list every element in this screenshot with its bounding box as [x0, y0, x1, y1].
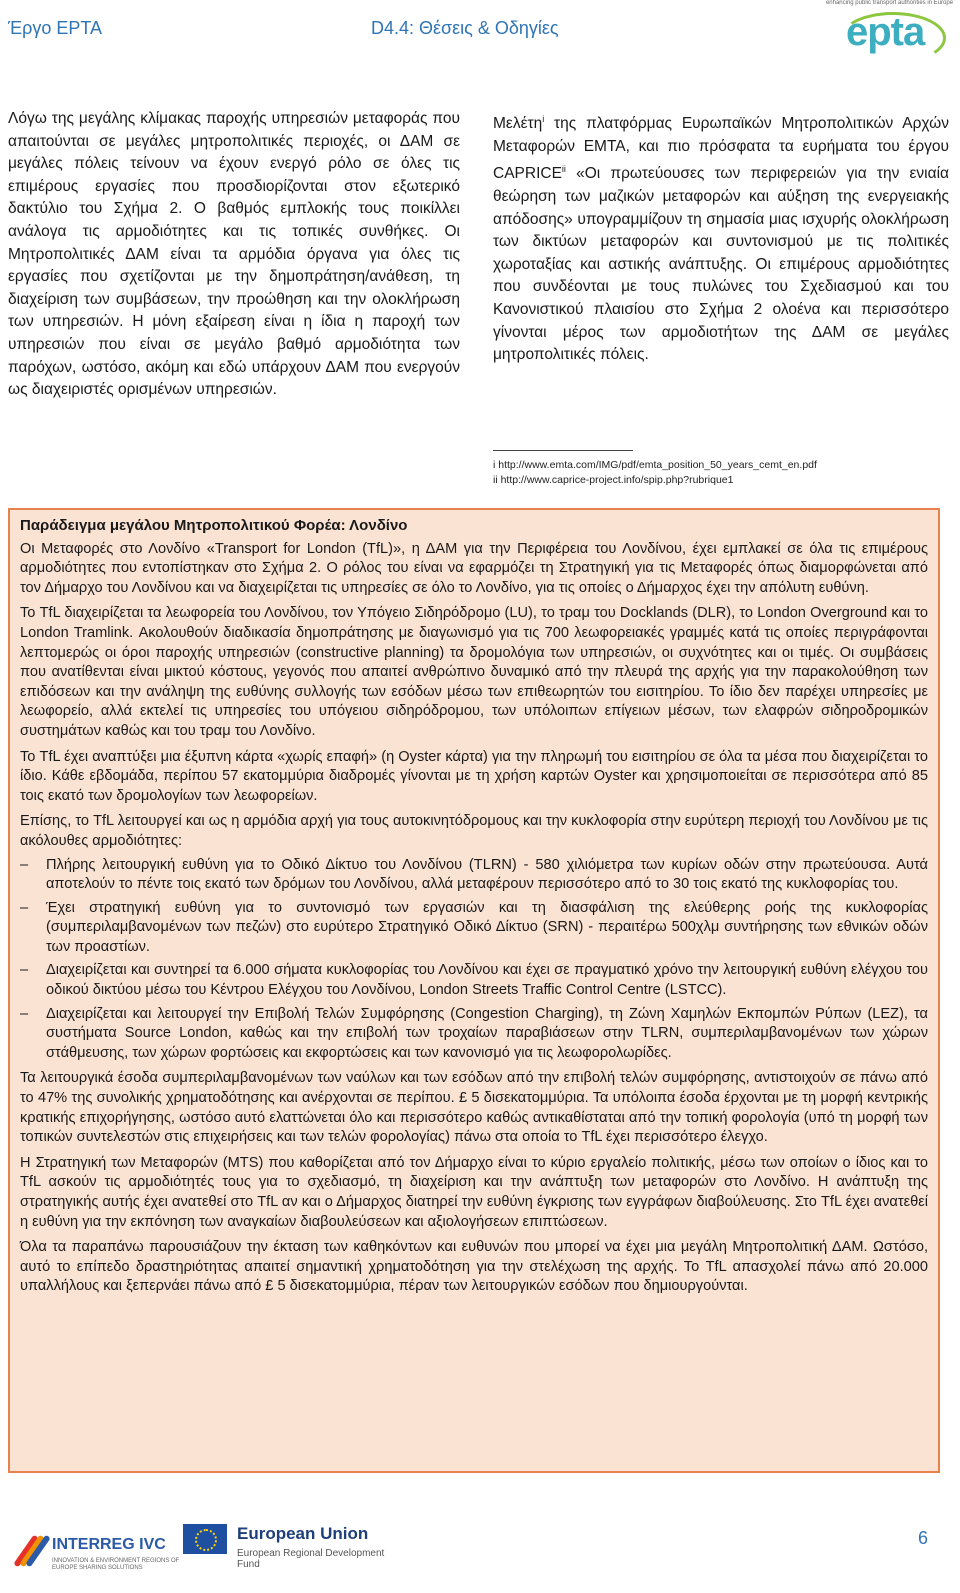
right-mid: της πλατφόρμας Ευρωπαϊκών Μητροπολιτικών Αρχών Μεταφορών EMTA, και πιο πρόσφατα τα ευρήματα του έργου CAPRICE: [493, 115, 949, 183]
right-rest: «Οι πρωτεύουσες των περιφερειών για την ενιαία θεώρηση των μαζικών μεταφορών και αύξηση της ενεργειακής απόδοσης» υπογραμμίζουν τη σημασία μιας ισχυρής ολοκλήρωση των δικτύων μεταφορών και συντονισμού με τις πολιτικές χωροταξίας και αστικής ανάπτυξης. Οι επιμέρους αρμοδιότητες που συνδέονται με τους πυλώνες του Σχεδιασμού και του Κανονιστικού πλαισίου στο Σχήμα 2 ολοένα και περισσότερο γίνονται μέρος των αρμοδιοτήτων της ΔΑΜ σε μεγάλες μητροπολιτικές πόλεις.: [493, 165, 949, 364]
box-paragraph-1: Οι Μεταφορές στο Λονδίνο «Transport for London (TfL)», η ΔΑΜ για την Περιφέρεια του Λονδίνου, έχει εμπλακεί σε όλα τις επιμέρους αρμοδιότητες που εντοπίστηκαν στο Σχήμα 2. Ο ρόλος του είναι να εφαρμόζει τη Στρατηγική για τις Μεταφορές όπως διαμορφώνεται από τον Δήμαρχο του Λονδίνου και να διαχειρίζεται τις υπηρεσίες σε όλο το Λονδίνο, για τις οποίες ο Δήμαρχος έχει την απόλυτη ευθύνη.: [20, 540, 928, 596]
eu-logo: [183, 1520, 403, 1575]
epta-logo-text: epta: [846, 10, 925, 54]
box-paragraph-2: Το TfL διαχειρίζεται τα λεωφορεία του Λονδίνου, τον Υπόγειο Σιδηρόδρομο (LU), το τραμ του Docklands (DLR), το London Overground και το London Tramlink. Ακολουθούν διαδικασία δημοπράτησης με διαγωνισμό για τις 700 λεωφορειακές γραμμές κατά τις οποίες περιγράφονται λεπτομερώς οι όροι παροχής υπηρεσιών (constructive planning) τα δρομολόγια των υπηρεσιών, οι συχνότητες και οι τιμές. Οι συμβάσεις που ανατίθενται είναι μικτού κόστους, γεγονός που απαιτεί ανθρώπινο δυναμικό από την πλευρά της αρχής για την παρακολούθηση των επιδόσεων και την ανάληψη της ευθύνης συλλογής των εσόδων μέσω των επιθεωρητών του εισιτηρίου. Το ίδιο δεν παρέχει υπηρεσίες με λεωφορείο, αλλά εκτελεί τις υπηρεσίες του υπόγειου σιδηρόδρομου, των υπόλοιπων επίγειων μέσων, των ελαφρών σιδηροδρομικών συστημάτων καθώς και του τραμ του Λονδίνο.: [20, 605, 928, 739]
list-item: – Πλήρης λειτουργική ευθύνη για το Οδικό Δίκτυο του Λονδίνου (TLRN) - 580 χιλιόμετρα των κυρίων οδών στην πρωτεύουσα. Αυτά αποτελούν το πέντε τοις εκατό των δρόμων του Λονδίνου, αλλά μεταφέρουν περισσότερο από το 30 τοις εκατό της κυκλοφορίας του.: [20, 856, 928, 895]
interreg-subtitle: INNOVATION & ENVIRONMENT REGIONS OF EUROPE SHARING SOLUTIONS: [52, 1558, 180, 1571]
interreg-sweep-icon: [8, 1524, 48, 1576]
footnote-2: ii http://www.caprice-project.info/spip.php?rubrique1: [493, 474, 734, 486]
london-example-box: [8, 508, 940, 1473]
footnote-ref-2: ii: [561, 164, 566, 175]
box-paragraph-4: Επίσης, το TfL λειτουργεί και ως η αρμόδια αρχή για τους αυτοκινητόδρομους και την κυκλοφορία στην ευρύτερη περιοχή του Λονδίνου με τις ακόλουθες αρμοδιότητες:: [20, 813, 928, 849]
list-item: – Διαχειρίζεται και συντηρεί τα 6.000 σήματα κυκλοφορίας του Λονδίνου και έχει σε πραγματικό χρόνο την λειτουργική ευθύνη ελέγχου του οδικού δικτύου μέσω του Κέντρου Ελέγχου του Λονδίνου, London Streets Traffic Control Centre (LSTCC).: [20, 961, 928, 1000]
eu-name: European Union: [237, 1524, 369, 1543]
footnote-ref-1: i: [542, 114, 545, 124]
list-item: – Έχει στρατηγική ευθύνη για το συντονισμό των εργασιών και τη διασφάλιση της ελεύθερης ροής της κυκλοφορίας (συμπεριλαμβανομένων των πεζών) στο ευρύτερο Στρατηγικό Οδικό Δίκτυο (SRN) - περαιτέρω 500χλμ συντήρησης των εθνικών οδών των προαστίων.: [20, 899, 928, 958]
box-paragraph-6: Η Στρατηγική των Μεταφορών (MTS) που καθορίζεται από τον Δήμαρχο είναι το κύριο εργαλείο πολιτικής, μέσω των οποίων ο ίδιος και το TfL ασκούν τις αρμοδιότητές τους για το σχεδιασμό, τη διαχείριση και την ανάπτυξη των μεταφορών στο Λονδίνο. Η ανάπτυξη της στρατηγικής αυτής έχει ανατεθεί στο TfL αν και ο Δήμαρχος διατηρεί την ευθύνη έγκρισης των εγγράφων διαβούλευσης. Στο TfL έχει ανατεθεί η ευθύνη για την εκπόνηση των αναγκαίων διαβουλεύσεων και αξιολογήσεων επιπτώσεων.: [20, 1154, 928, 1230]
right-lead: Μελέτη: [493, 115, 543, 133]
box-title: Παράδειγμα μεγάλου Μητροπολιτικού Φορέα: Λονδίνο: [20, 517, 408, 534]
left-column: [8, 108, 460, 402]
box-paragraph-3: Το TfL έχει αναπτύξει μια έξυπνη κάρτα «χωρίς επαφή» (η Oyster κάρτα) για την πληρωμή του εισιτηρίου σε όλα τα μέσα που διαχειρίζεται το ίδιο. Κάθε εβδομάδα, περίπου 57 εκατομμύρια διαδρομές γίνονται με τη χρήση καρτών Oyster και χρησιμοποιείται σε περισσότερα από 85 τοις εκατό των δρομολογίων των λεωφορείων.: [20, 748, 928, 804]
box-paragraph-5: Τα λειτουργικά έσοδα συμπεριλαμβανομένων των ναύλων και των εσόδων από την επιβολή τελών συμφόρησης, αντιστοιχούν σε πάνω από το 47% της συνολικής χρηματοδότησης και ανέρχονται σε περίπου. £ 5 δισεκατομμύρια. Τα υπόλοιπα έσοδα έρχονται με τη μορφή κεντρικής κρατικής επιχορήγησης, ωστόσο αυτό ελαττώνεται όλο και περισσότερο καθώς αντικαθίσταται από την τοπική φορολογία (υπό τη μορφή των τοπικών συντελεστών στις επιχειρήσεις και των τελών φορολογίας) πάνω στα οποία το TfL έχει περισσότερο έλεγχο.: [20, 1070, 928, 1146]
epta-tagline: enhancing public transport authorities in Europe: [825, 0, 954, 6]
left-column-paragraph: Λόγω της μεγάλης κλίμακας παροχής υπηρεσιών μεταφοράς που απαιτούνται σε μεγάλες μητροπολιτικές περιοχές, οι ΔΑΜ σε μεγάλες πόλεις τείνουν να έχουν ενεργό ρόλο σε όλες τις επιμέρους εργασίες που προσδιορίζονται στον εξωτερικό δακτύλιο του Σχήμα 2. Ο βαθμός εμπλοκής τους ποικίλλει ανάλογα τις αρμοδιότητες και τις τοπικές συνθήκες. Οι Μητροπολιτικές ΔΑΜ είναι τα αρμόδια όργανα για όλες τις εργασίες που σχετίζονται με την δημοπράτηση/ανάθεση, τη διαχείριση των συμβάσεων, την προώθηση και την ολοκλήρωση των υπηρεσιών. Η μόνη εξαίρεση είναι η ίδια η παροχή των υπηρεσιών που είναι σε μεγάλο βαθμό αρμοδιότητα των παρόχων, ωστόσο, ακόμη και εδώ υπάρχουν ΔΑΜ που ενεργούν ως διαχειριστές ορισμένων υπηρεσιών.: [8, 110, 460, 399]
epta-logo: [822, 0, 957, 60]
footnote-divider: [493, 450, 633, 451]
box-paragraph-7: Όλα τα παραπάνω παρουσιάζουν την έκταση των καθηκόντων και ευθυνών που μπορεί να έχει μια μεγάλη Μητροπολιτική ΔΑΜ. Ωστόσο, αυτό το επίπεδο δραστηριότητας απαιτεί σημαντική χρηματοδότηση για την στελέχωση της αρχής. Το TfL απασχολεί πάνω από 20.000 υπαλλήλους και ξεπερνάει πάνω από £ 5 δισεκατομμύρια, πέραν των λειτουργικών εσόδων που δημιουργούνται.: [20, 1239, 928, 1295]
footnote-1: i http://www.emta.com/IMG/pdf/emta_position_50_years_cemt_en.pdf: [493, 459, 817, 471]
page-footer: [0, 1500, 960, 1593]
right-column: [493, 108, 949, 367]
eu-subtitle: European Regional Development Fund: [237, 1548, 385, 1570]
page-number: 6: [918, 1528, 929, 1548]
page-header: [0, 0, 960, 70]
eu-flag-icon: [183, 1524, 227, 1554]
list-item: – Διαχειρίζεται και λειτουργεί την Επιβολή Τελών Συμφόρησης (Congestion Charging), τη Ζώνη Χαμηλών Εκπομπών Ρύπων (LEZ), τα συστήματα Source London, καθώς και την επιβολή των τροχαίων παραβιάσεων στην TLRN, συμπεριλαμβανομένων των χώρων στάθμευσης, των χώρων φορτώσεις και εκφορτώσεις και των κανονισμό για τις λεωφορολωρίδες.: [20, 1005, 928, 1064]
deliverable-title: D4.4: Θέσεις & Οδηγίες: [371, 18, 559, 38]
project-title: Έργο EPTA: [8, 18, 103, 38]
responsibilities-list: [20, 856, 928, 1064]
footnotes: [493, 458, 953, 488]
interreg-name: INTERREG IVC: [52, 1536, 166, 1553]
right-column-paragraph: [493, 108, 949, 367]
interreg-logo: [8, 1524, 183, 1579]
